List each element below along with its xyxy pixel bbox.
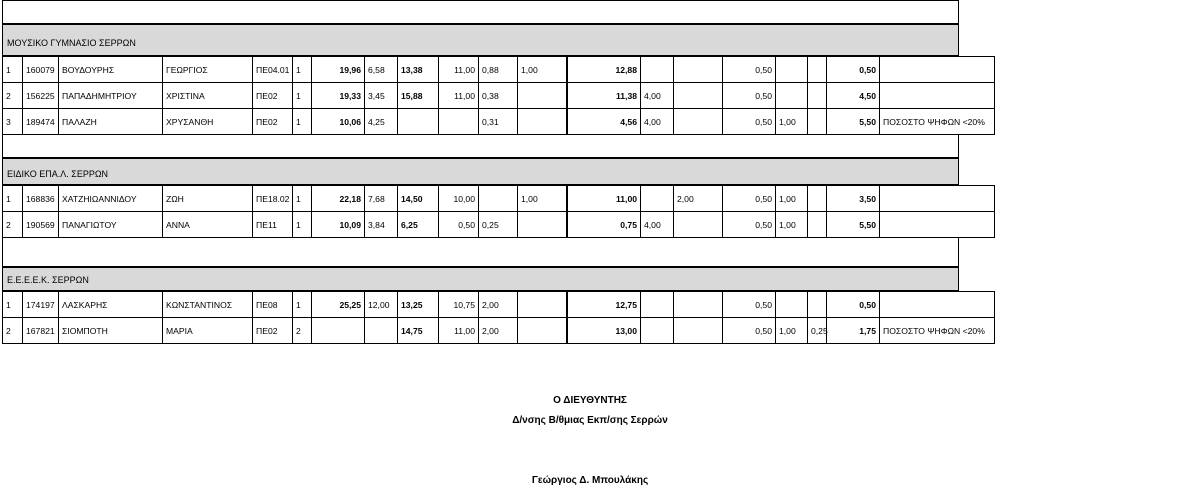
table-cell: 12,75	[568, 292, 641, 318]
table-cell: ΚΩΝΣΤΑΝΤΙΝΟΣ	[163, 292, 253, 318]
table-cell	[808, 83, 827, 109]
table-cell: ΠΕ02	[253, 109, 293, 135]
table-cell: 11,00	[439, 318, 479, 344]
table-cell: 2	[293, 318, 312, 344]
table-cell: 0,50	[723, 212, 776, 238]
table-cell: 3	[3, 109, 23, 135]
table-cell: 0,25	[479, 212, 518, 238]
table-cell: 11,00	[439, 83, 479, 109]
staff-table-eeeek	[2, 291, 995, 344]
table-row	[3, 318, 995, 344]
table-row	[3, 109, 995, 135]
table-cell: 0,50	[723, 186, 776, 212]
table-cell: ΠΕ18.02	[253, 186, 293, 212]
table-cell: 160079	[23, 57, 59, 83]
table-cell: 4,00	[641, 83, 674, 109]
table-cell: ΠΕ02	[253, 83, 293, 109]
table-cell: 156225	[23, 83, 59, 109]
section-title: ΕΙΔΙΚΟ ΕΠΑ.Λ. ΣΕΡΡΩΝ	[7, 169, 109, 179]
table-cell: 1	[293, 212, 312, 238]
table-cell: ΣΙΟΜΠΟΤΗ	[59, 318, 163, 344]
table-cell: 174197	[23, 292, 59, 318]
table-cell	[641, 318, 674, 344]
table-cell: 1	[293, 292, 312, 318]
section-header-music-gymnasium	[2, 24, 959, 56]
table-cell: 1,00	[776, 109, 808, 135]
table-cell: 0,75	[568, 212, 641, 238]
table-cell: ΛΑΣΚΑΡΗΣ	[59, 292, 163, 318]
table-cell	[398, 109, 439, 135]
table-cell: 25,25	[312, 292, 365, 318]
table-cell: 2	[3, 318, 23, 344]
table-cell: 0,50	[723, 292, 776, 318]
table-cell: 14,50	[398, 186, 439, 212]
table-cell	[880, 292, 995, 318]
directorate-subtitle: Δ/νσης Β/θμιας Εκπ/σης Σερρών	[512, 415, 668, 426]
blank-row	[2, 134, 959, 158]
table-cell: 10,00	[439, 186, 479, 212]
table-cell: 4,50	[827, 83, 880, 109]
table-cell: ΠΕ04.01	[253, 57, 293, 83]
table-cell	[808, 292, 827, 318]
table-cell: 10,09	[312, 212, 365, 238]
table-cell: 13,00	[568, 318, 641, 344]
table-cell: 4,00	[641, 212, 674, 238]
signatory-name: Γεώργιος Δ. Μπουλάκης	[531, 475, 649, 486]
table-row	[3, 212, 995, 238]
table-cell: 2	[3, 83, 23, 109]
table-cell: 12,00	[365, 292, 398, 318]
table-cell: 0,31	[479, 109, 518, 135]
table-cell: 10,06	[312, 109, 365, 135]
table-cell: 7,68	[365, 186, 398, 212]
table-cell	[808, 57, 827, 83]
table-cell	[776, 57, 808, 83]
table-cell: 0,50	[723, 83, 776, 109]
table-cell: 0,50	[439, 212, 479, 238]
table-cell: 0,50	[723, 318, 776, 344]
table-cell: 1	[293, 83, 312, 109]
table-cell	[880, 83, 995, 109]
table-cell: 11,00	[439, 57, 479, 83]
table-cell	[776, 292, 808, 318]
table-cell: 19,33	[312, 83, 365, 109]
table-cell: ΧΑΤΖΗΙΩΑΝΝΙΔΟΥ	[59, 186, 163, 212]
table-cell	[518, 292, 567, 318]
table-cell: ΧΡΥΣΑΝΘΗ	[163, 109, 253, 135]
table-cell: 5,50	[827, 212, 880, 238]
table-cell: 0,50	[723, 109, 776, 135]
table-cell	[365, 318, 398, 344]
table-cell	[641, 186, 674, 212]
table-cell: 1	[293, 57, 312, 83]
table-cell: 14,75	[398, 318, 439, 344]
table-cell: 2	[3, 212, 23, 238]
table-cell	[641, 292, 674, 318]
top-blank-row	[2, 0, 959, 24]
table-cell: 167821	[23, 318, 59, 344]
table-cell: 4,25	[365, 109, 398, 135]
table-cell: 168836	[23, 186, 59, 212]
table-cell: 5,50	[827, 109, 880, 135]
table-cell: 2,00	[479, 292, 518, 318]
table-cell: 3,45	[365, 83, 398, 109]
table-cell: ΠΕ11	[253, 212, 293, 238]
table-cell: 4,56	[568, 109, 641, 135]
table-cell: 1	[3, 57, 23, 83]
table-cell: 190569	[23, 212, 59, 238]
table-cell: 6,25	[398, 212, 439, 238]
table-cell: 22,18	[312, 186, 365, 212]
table-cell: ΠΟΣΟΣΤΟ ΨΗΦΩΝ <20%	[880, 318, 995, 344]
table-row	[3, 57, 995, 83]
table-cell: 189474	[23, 109, 59, 135]
table-cell	[880, 186, 995, 212]
table-cell	[518, 83, 567, 109]
table-cell	[674, 83, 723, 109]
table-cell: ΠΕ02	[253, 318, 293, 344]
table-cell: 1	[3, 292, 23, 318]
table-cell	[518, 212, 567, 238]
table-cell	[808, 212, 827, 238]
table-cell: ΠΟΣΟΣΤΟ ΨΗΦΩΝ <20%	[880, 109, 995, 135]
table-cell: 0,50	[827, 57, 880, 83]
table-cell: ΜΑΡΙΑ	[163, 318, 253, 344]
table-row	[3, 186, 995, 212]
table-cell: 3,84	[365, 212, 398, 238]
section-header-eeeek	[2, 267, 959, 291]
table-cell: ΠΕ08	[253, 292, 293, 318]
table-cell: 1	[293, 186, 312, 212]
table-cell	[674, 318, 723, 344]
section-title: ΜΟΥΣΙΚΟ ΓΥΜΝΑΣΙΟ ΣΕΡΡΩΝ	[7, 38, 136, 48]
table-cell: 13,38	[398, 57, 439, 83]
table-cell: 10,75	[439, 292, 479, 318]
table-cell: 2,00	[479, 318, 518, 344]
table-cell	[674, 109, 723, 135]
table-cell: ΧΡΙΣΤΙΝΑ	[163, 83, 253, 109]
table-cell	[674, 212, 723, 238]
table-cell: 19,96	[312, 57, 365, 83]
table-cell: ΖΩΗ	[163, 186, 253, 212]
table-cell	[479, 186, 518, 212]
director-title: Ο ΔΙΕΥΘΥΝΤΗΣ	[553, 395, 627, 406]
table-cell: 1	[3, 186, 23, 212]
table-cell	[518, 318, 567, 344]
table-cell: 6,58	[365, 57, 398, 83]
table-cell: 4,00	[641, 109, 674, 135]
table-cell: 0,50	[827, 292, 880, 318]
table-cell: ΑΝΝΑ	[163, 212, 253, 238]
table-cell: 1,00	[518, 186, 567, 212]
table-cell: ΠΑΛΑΖΗ	[59, 109, 163, 135]
table-cell: 0,38	[479, 83, 518, 109]
table-cell: 1	[293, 109, 312, 135]
table-cell	[880, 212, 995, 238]
table-cell: 0,88	[479, 57, 518, 83]
table-cell: 1,00	[776, 318, 808, 344]
table-cell: ΠΑΝΑΓΙΩΤΟΥ	[59, 212, 163, 238]
section-header-special-epal	[2, 158, 959, 185]
table-cell: ΓΕΩΡΓΙΟΣ	[163, 57, 253, 83]
table-cell: 2,00	[674, 186, 723, 212]
table-cell: 1,75	[827, 318, 880, 344]
table-cell	[808, 109, 827, 135]
table-cell: 3,50	[827, 186, 880, 212]
staff-table-music-gymnasium	[2, 56, 995, 135]
table-cell: 1,00	[776, 186, 808, 212]
table-cell: 11,38	[568, 83, 641, 109]
section-title: Ε.Ε.Ε.Ε.Κ. ΣΕΡΡΩΝ	[7, 275, 89, 285]
table-cell: 0,50	[723, 57, 776, 83]
table-cell	[439, 109, 479, 135]
table-cell	[674, 292, 723, 318]
blank-row	[2, 237, 959, 267]
table-cell: 0,25	[808, 318, 827, 344]
table-cell	[518, 109, 567, 135]
table-cell: 1,00	[776, 212, 808, 238]
table-cell: 11,00	[568, 186, 641, 212]
staff-table-special-epal	[2, 185, 995, 238]
table-cell	[808, 186, 827, 212]
table-cell	[312, 318, 365, 344]
table-cell	[880, 57, 995, 83]
table-row	[3, 83, 995, 109]
table-cell	[641, 57, 674, 83]
table-cell	[674, 57, 723, 83]
table-row	[3, 292, 995, 318]
table-cell: ΠΑΠΑΔΗΜΗΤΡΙΟΥ	[59, 83, 163, 109]
table-cell: 13,25	[398, 292, 439, 318]
table-cell: 1,00	[518, 57, 567, 83]
table-cell: 12,88	[568, 57, 641, 83]
table-cell	[776, 83, 808, 109]
table-cell: 15,88	[398, 83, 439, 109]
table-cell: ΒΟΥΔΟΥΡΗΣ	[59, 57, 163, 83]
